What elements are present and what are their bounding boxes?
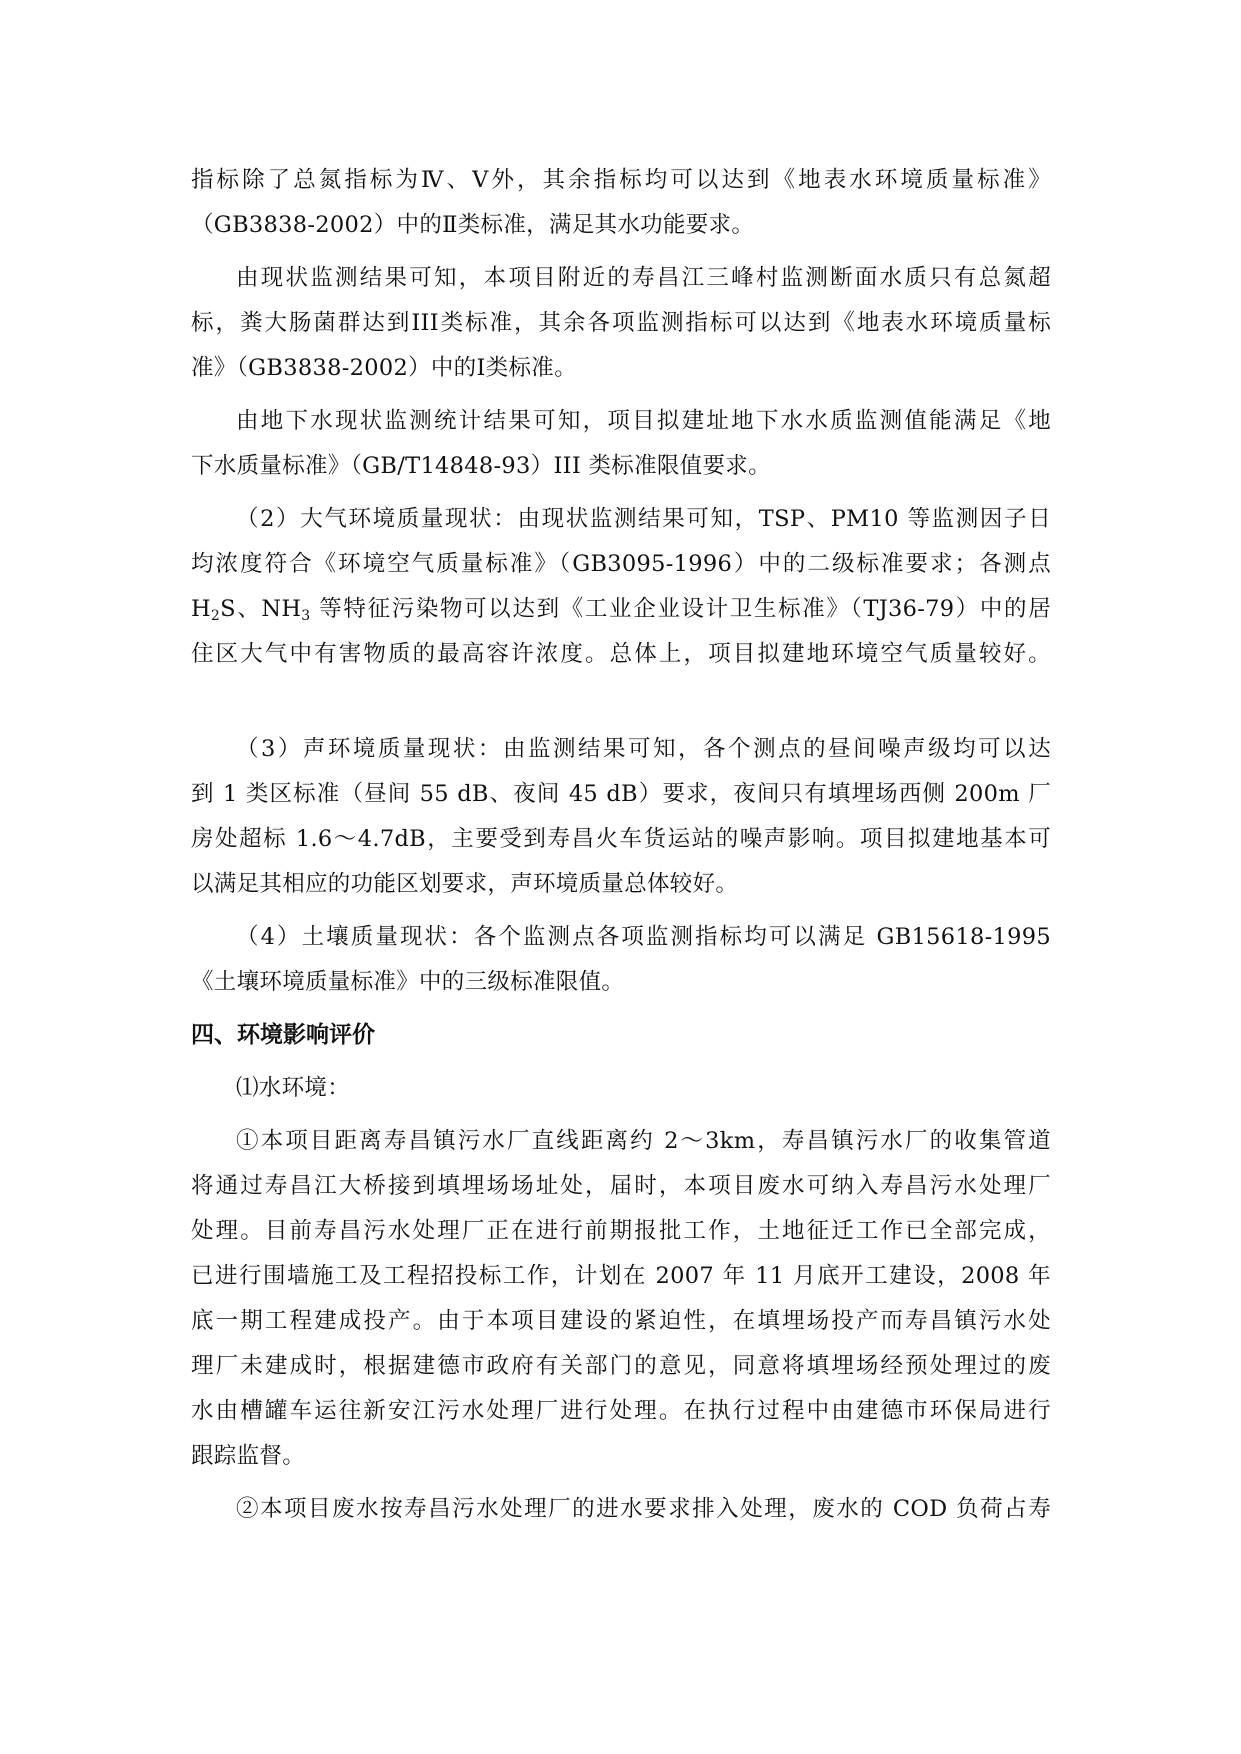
text-line: ⑴水环境：: [236, 1075, 351, 1101]
text-line: ②本项目废水按寿昌污水处理厂的进水要求排入处理，废水的 COD 负荷占寿: [236, 1496, 1051, 1522]
section-heading: 四、环境影响评价: [191, 1022, 375, 1048]
text-line: （2）大气环境质量现状：由现状监测结果可知，TSP、PM10 等监测因子日: [236, 506, 1051, 532]
paragraph-air-quality: [191, 497, 1051, 677]
text-line: 由现状监测结果可知，本项目附近的寿昌江三峰村监测断面水质只有总氮超: [236, 265, 1051, 291]
text-line: 将通过寿昌江大桥接到填埋场场址处，届时，本项目废水可纳入寿昌污水处理厂: [191, 1173, 1051, 1199]
paragraph-soil: [191, 915, 1051, 1005]
text-line: 水由槽罐车运往新安江污水处理厂进行处理。在执行过程中由建德市环保局进行: [191, 1398, 1051, 1424]
text-line: 标，粪大肠菌群达到III类标准，其余各项监测指标可以达到《地表水环境质量标: [191, 310, 1051, 336]
text-line: 由地下水现状监测统计结果可知，项目拟建址地下水水质监测值能满足《地: [236, 408, 1051, 434]
formula-text: S、NH: [220, 596, 302, 622]
text-line: ①本项目距离寿昌镇污水厂直线距离约 2～3km，寿昌镇污水厂的收集管道: [236, 1128, 1051, 1154]
text-line: 准》（GB3838-2002）中的Ⅰ类标准。: [191, 355, 577, 381]
text-line: 到 1 类区标准（昼间 55 dB、夜间 45 dB）要求，夜间只有填埋场西侧 200m 厂: [191, 781, 1051, 807]
subscript: 3: [301, 608, 311, 624]
text-line: 房处超标 1.6～4.7dB，主要受到寿昌火车货运站的噪声影响。项目拟建地基本可: [191, 826, 1051, 852]
subscript: 2: [210, 608, 221, 624]
paragraph-surface-water-summary: [191, 158, 1051, 248]
paragraph-cod-load: [191, 1487, 1051, 1532]
paragraph-noise: [191, 727, 1051, 907]
text-line: （4）土壤质量现状：各个监测点各项监测指标均可以满足 GB15618-1995: [236, 924, 1051, 950]
text-line: 处理。目前寿昌污水处理厂正在进行前期报批工作，土地征迁工作已全部完成，: [191, 1218, 1051, 1244]
text-line-with-formulas: [191, 587, 1051, 632]
paragraph-shouchang-river: [191, 256, 1051, 391]
text-line: 均浓度符合《环境空气质量标准》（GB3095-1996）中的二级标准要求；各测点: [191, 551, 1051, 577]
formula-text: 等特征污染物可以达到《工业企业设计卫生标准》（TJ36-79）中的居: [310, 596, 1051, 622]
text-line: （3）声环境质量现状：由监测结果可知，各个测点的昼间噪声级均可以达: [236, 736, 1051, 762]
text-line: 已进行围墙施工及工程招投标工作，计划在 2007 年 11 月底开工建设，2008 年: [191, 1263, 1051, 1289]
text-line: 下水质量标准》（GB/T14848-93）III 类标准限值要求。: [191, 453, 771, 479]
subheading-water-environment: [191, 1066, 1051, 1111]
text-line: 住区大气中有害物质的最高容许浓度。总体上，项目拟建地环境空气质量较好。: [191, 641, 1051, 667]
text-line: 指标除了总氮指标为Ⅳ、Ⅴ外，其余指标均可以达到《地表水环境质量标准》: [191, 167, 1051, 193]
text-line: 底一期工程建成投产。由于本项目建设的紧迫性，在填埋场投产而寿昌镇污水处: [191, 1308, 1051, 1334]
document-body: [191, 158, 1051, 1532]
paragraph-wastewater-plant: [191, 1119, 1051, 1479]
text-line: 理厂未建成时，根据建德市政府有关部门的意见，同意将填埋场经预处理过的废: [191, 1353, 1051, 1379]
text-line: 跟踪监督。: [191, 1443, 306, 1469]
formula-text: H: [191, 596, 211, 622]
text-line: 以满足其相应的功能区划要求，声环境质量总体较好。: [191, 871, 739, 897]
paragraph-groundwater: [191, 399, 1051, 489]
text-line: 《土壤环境质量标准》中的三级标准限值。: [191, 969, 625, 995]
text-line: （GB3838-2002）中的Ⅱ类标准，满足其水功能要求。: [191, 212, 755, 238]
